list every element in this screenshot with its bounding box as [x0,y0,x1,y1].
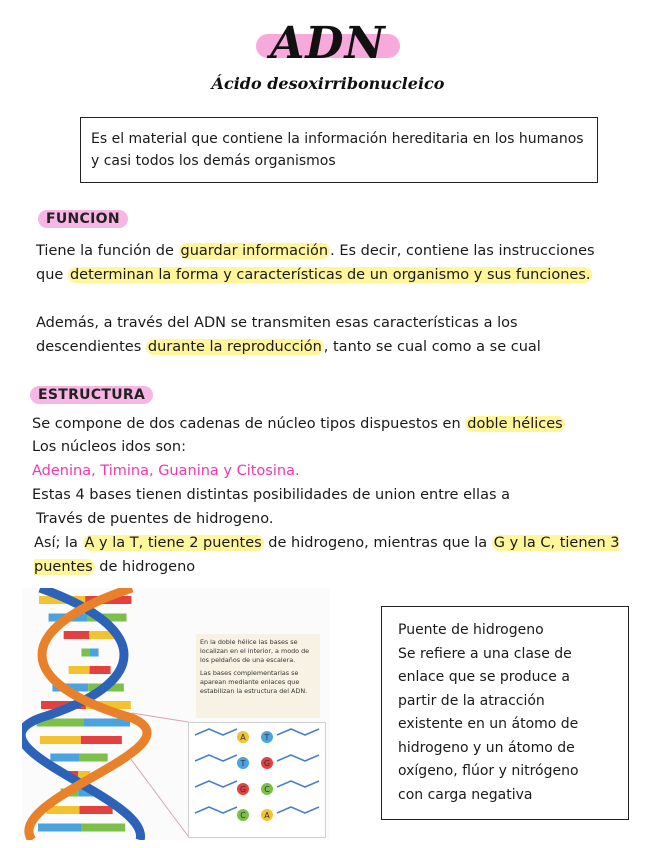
text-run: de hidrogeno [94,558,196,575]
puente-line: oxígeno, flúor y nitrógeno [398,763,579,779]
helix-base-right [79,754,108,762]
estructura-heading-wrap [30,384,153,403]
puente-line: existente en un átomo de [398,716,579,732]
text-run: de hidrogeno, mientras que la [263,535,492,551]
zoom-backbone-left [195,807,237,813]
page-title: ADN [256,18,400,69]
helix-base-left [64,631,90,639]
zoom-backbone-right [277,807,319,813]
figure-caption-p1: En la doble hélice las bases se localizan en el interior, a modo de los peldaños de una escalera. [200,638,310,664]
estructura-paragraph-4 [34,532,624,579]
puente-line: enlace que se produce a [398,669,570,685]
highlight-doble-helices: doble hélices [467,416,563,432]
text-run: Se compone de dos cadenas de núcleo tipos dispuestos en [32,416,466,432]
zoom-base-letter: C [264,785,270,794]
estructura-paragraph-1 [32,413,632,437]
zoom-base-letter: T [264,733,270,742]
funcion-heading: FUNCION [38,210,128,228]
page-subtitle: Ácido desoxirribonucleico [211,74,445,93]
base-pair-zoom-detail [188,722,326,838]
zoom-base-pairs [195,729,319,821]
text-run: . Es decir, contiene las instrucciones que [36,243,595,283]
bases-list: Adenina, Timina, Guanina y Citosina. [32,463,300,479]
zoom-base-letter: G [263,759,271,768]
zoom-base-letter: T [240,759,246,768]
funcion-paragraph-1 [36,240,606,287]
zoom-base-letter: C [240,811,246,820]
estructura-paragraph-2: Los núcleos idos son: [32,439,186,455]
zoom-backbone-left [195,729,237,735]
highlight-reproduccion: durante la reproducción [147,338,322,355]
highlight-determinan-forma: determinan la forma y características de un organismo y sus funciones. [69,266,591,283]
base-pair-zoom-illustration [189,723,325,837]
highlight-g-c-puentes: G y la C, tienen 3 puentes [34,535,620,575]
helix-base-right [81,736,122,744]
estructura-paragraph-3-line1: Estas 4 bases tienen distintas posibilidades de union entre ellas a [32,487,511,503]
helix-base-right [90,649,99,657]
highlight-a-t-puentes: A y la T, tiene 2 puentes [84,535,262,551]
helix-base-left [81,649,90,657]
zoom-backbone-right [277,755,319,761]
funcion-paragraph-2 [36,312,616,359]
puente-hidrogeno-box [381,606,629,820]
text-run: Tiene la función de [36,243,179,259]
puente-line: Se refiere a una clase de [398,645,572,662]
zoom-base-letter: G [239,785,247,794]
title-block [0,18,656,69]
text-run: Así; la [34,535,83,551]
zoom-backbone-right [277,729,319,735]
funcion-heading-wrap [38,208,128,227]
helix-base-left [38,824,82,832]
text-run: Además, a través del ADN se transmiten esas características a los descendientes [36,315,518,355]
estructura-paragraph-3-line2: Través de puentes de hidrogeno. [36,511,274,527]
puente-line: hidrogeno y un átomo de [398,739,575,756]
estructura-heading: ESTRUCTURA [30,386,153,404]
zoom-base-letter: A [264,811,270,820]
highlight-guardar-informacion: guardar información [180,243,329,259]
zoom-backbone-left [195,781,237,787]
helix-base-left [40,736,81,744]
helix-base-right [80,806,113,814]
zoom-base-letter: A [240,733,246,742]
definition-box [80,117,598,183]
zoom-backbone-right [277,781,319,787]
puente-line: con carga negativa [398,786,533,803]
helix-base-right [90,666,111,674]
definition-text: Es el material que contiene la información hereditaria en los humanos y casi todos los demás organismos [91,131,584,169]
puente-title: Puente de hidrogeno [398,622,544,638]
figure-caption-box [196,634,320,718]
zoom-backbone-left [195,755,237,761]
helix-base-left [50,754,79,762]
helix-base-right [82,824,126,832]
figure-caption-p2: Las bases complementarias se aparean mediante enlaces que estabilizan la estructura del ADN. [200,669,308,695]
helix-base-left [69,666,90,674]
puente-line: partir de la atracción [398,692,545,709]
text-run: , tanto se cual como a se cual [323,338,541,355]
